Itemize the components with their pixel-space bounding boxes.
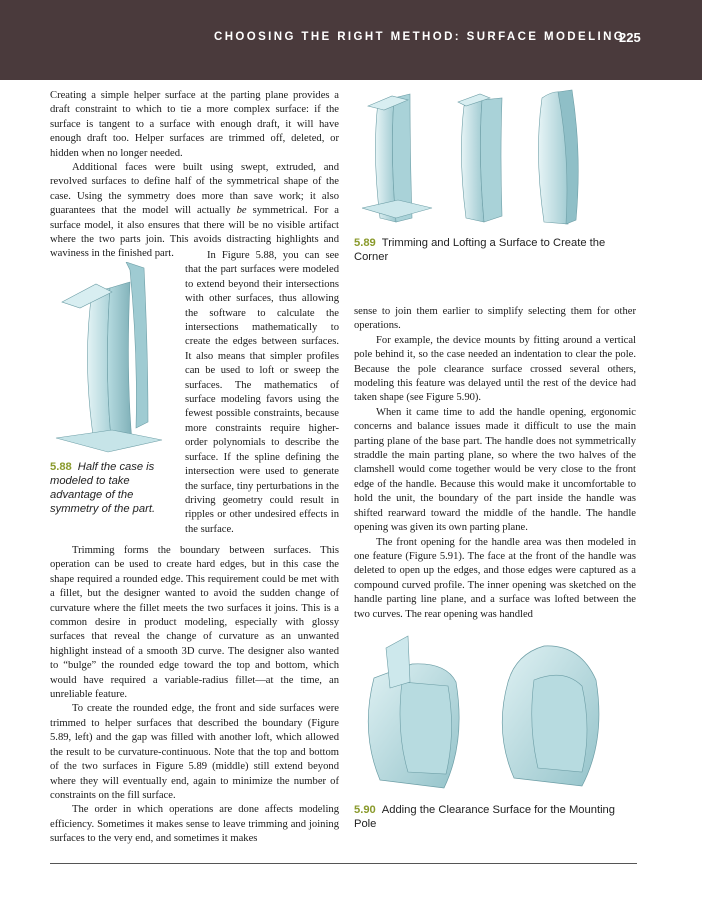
text-run: Additional faces were built using swept, extruded, and revolved surfaces to define half of the symmetrical shape of the case. Using the symmetry does more than save work; it also guarantees that the model will actually bbox=[50, 162, 339, 217]
body-text-left-top bbox=[50, 89, 339, 262]
paragraph: sense to join them earlier to simplify selecting them for other operations. bbox=[354, 306, 636, 332]
figure-5-89 bbox=[362, 84, 590, 230]
figure-5-90-right bbox=[502, 646, 599, 786]
paragraph: The order in which operations are done affects modeling efficiency. Sometimes it makes sense to leave trimming and joining surfaces to the very end, and sometimes it makes bbox=[50, 804, 339, 845]
paragraph: To create the rounded edge, the front and side surfaces were trimmed to helper surfaces that described the boundary (Figure 5.89, left) and the gap was filled with another loft, which allowed the result to be curvature-continuous. Note that the top and bottom of the two surfaces in Figure 5.89 (middle) still extend beyond where they will eventually end, again to minimize the number of constraints on the fill surface. bbox=[50, 703, 339, 801]
paragraph: Trimming forms the boundary between surfaces. This operation can be used to create hard edges, but in this case the shape required a rounded edge. This requirement could be met with a fillet, but the designer wanted to avoid the sudden change of curvature where the fillet meets the two surfaces it joins. This is a common desire in product modeling, especially with glossy surfaces that reveal the change of curvature as an unwanted highlight instead of a smooth 3D curve. The designer also wanted to “bulge” the rounded edge toward the top and bottom, which would have required a variable-radius fillet—at the time, an unreliable feature. bbox=[50, 545, 339, 701]
paragraph: For example, the device mounts by fitting around a vertical pole behind it, so the case needed an indentation to clear the pole. Because the pole clearance surface crossed several others, modeling this feature was delayed until the rest of the device had taken shape (see Figure 5.90). bbox=[354, 334, 636, 404]
paragraph bbox=[50, 161, 339, 262]
caption-text: Adding the Clearance Surface for the Mounting Pole bbox=[354, 804, 615, 830]
caption-number: 5.90 bbox=[354, 804, 376, 816]
emphasis: be bbox=[236, 205, 247, 217]
figure-5-89-right bbox=[538, 90, 578, 224]
running-title: CHOOSING THE RIGHT METHOD: SURFACE MODELING bbox=[214, 31, 626, 43]
paragraph: Creating a simple helper surface at the parting plane provides a draft constraint to which to tie a more complex surface: if the surface is tangent to a surface with enough draft, it will have enough draft too. Helper surfaces are trimmed off, deleted, or hidden when no longer needed. bbox=[50, 90, 339, 159]
footer-rule bbox=[50, 863, 637, 864]
figure-5-89-middle bbox=[458, 94, 502, 222]
figure-5-88-caption bbox=[50, 460, 176, 516]
body-text-left-bottom bbox=[50, 544, 339, 847]
figure-5-90 bbox=[356, 622, 624, 792]
paragraph: The front opening for the handle area was then modeled in one feature (Figure 5.91). The face at the front of the handle was deleted to open up the edges, and those edges were captured as a compound curved profile. The inner opening was sketched on the handle parting line plane, and a surface was lofted between the two curves. The rear opening was handled bbox=[354, 536, 636, 620]
caption-number: 5.88 bbox=[50, 461, 72, 473]
paragraph: In Figure 5.88, you can see that the part surfaces were modeled to extend beyond their intersections with other surfaces, thus allowing the software to calculate the intersections mathematically to create the edges between surfaces. It also means that simpler profiles can be used to loft or sweep the surfaces. The mathematics of surface modeling favors using the fewest possible constraints, because more constraints require higher-order polynomials to describe the surface. If the spline defining the intersection were used to generate the surface, tiny perturbations in the driving geometry could result in ripples or other undesired effects in the surface. bbox=[185, 250, 339, 535]
figure-5-88 bbox=[52, 262, 176, 457]
figure-5-90-left bbox=[368, 636, 459, 788]
body-text-left-wrap bbox=[185, 249, 339, 537]
figure-5-89-caption bbox=[354, 236, 636, 264]
running-header bbox=[0, 0, 702, 80]
text-run: symmetrical. For a surface model, it also ensures that there will be no visible artifact where the two parts join. This avoids distracting highlights and waviness in the finished part. bbox=[50, 205, 339, 260]
body-text-right bbox=[354, 305, 636, 622]
paragraph: When it came time to add the handle opening, ergonomic concerns and balance issues made it difficult to use the main parting plane of the base part. The handle does not symmetrically straddle the main parting plane, so where the two halves of the clamshell would come together would be very close to the front edge of the handle. Because this would make it uncomfortable to hold the unit, the boundary of the part inside the handle was shifted rearward toward the middle of the handle. The handle opening was given its own parting plane. bbox=[354, 406, 636, 534]
caption-number: 5.89 bbox=[354, 237, 376, 249]
page-number: 225 bbox=[619, 30, 641, 45]
caption-text: Trimming and Lofting a Surface to Create the Corner bbox=[354, 237, 606, 263]
figure-5-89-left bbox=[362, 94, 432, 222]
caption-text: Half the case is modeled to take advantage of the symmetry of the part. bbox=[50, 461, 156, 515]
figure-5-90-caption bbox=[354, 803, 636, 831]
